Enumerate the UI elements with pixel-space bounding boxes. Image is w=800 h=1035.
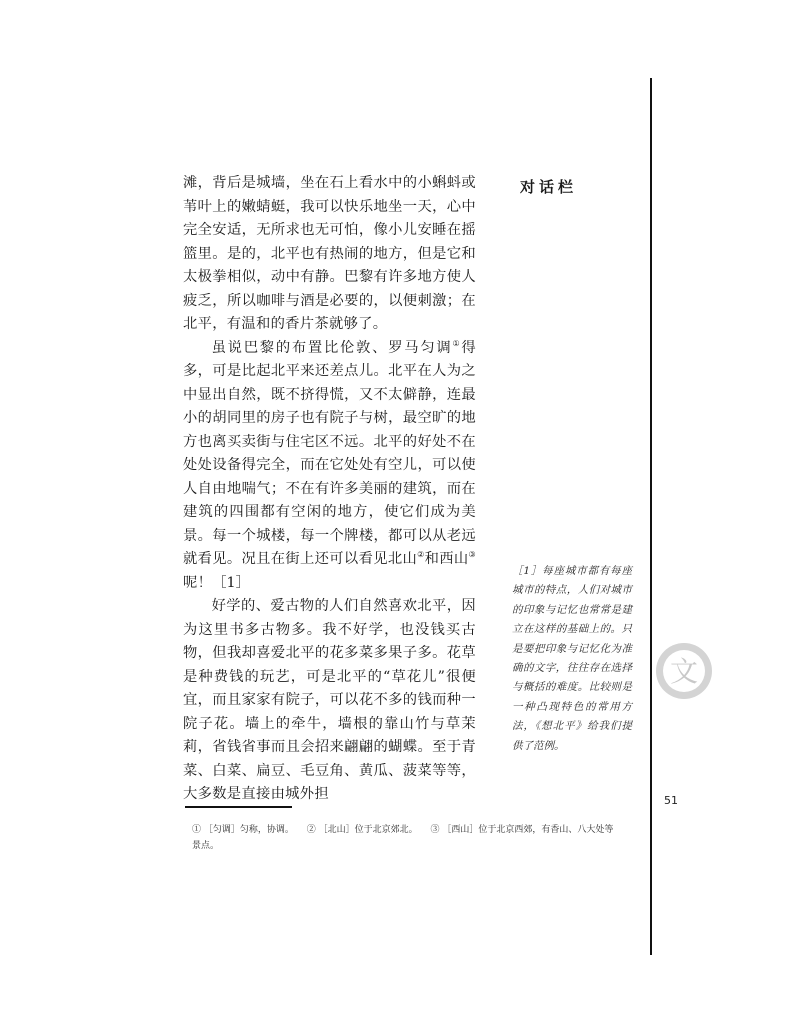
paragraph-2-part-a: 虽说巴黎的布置比伦敦、罗马匀调 xyxy=(211,339,453,356)
sidebar-title: 对话栏 xyxy=(520,178,578,196)
wen-logo-icon xyxy=(654,641,714,701)
footnote-2: ② ［北山］位于北京郊北。 xyxy=(306,825,418,835)
paragraph-2 xyxy=(183,337,476,596)
paragraph-2-part-b: 得多，可是比起北平来还差点儿。北平在人为之中显出自然，既不挤得慌，又不太僻静，连最小的胡同里的房子也有院子与树，最空旷的地方也离买卖街与住宅区不远。北平的好处不在处处设备得完全，而在它处处有空儿，可以使人自由地喘气；不在有许多美丽的建筑，而在建筑的四围都有空闲的地方，使它们成为美景。每一个城楼，每一个牌楼，都可以从老远就看见。况且在街上还可以看见北山 xyxy=(183,339,476,567)
logo-glyph: 文 xyxy=(669,655,699,688)
footnotes xyxy=(192,822,622,854)
paragraph-3: 好学的、爱古物的人们自然喜欢北平，因为这里书多古物多。我不好学，也没钱买古物，但我却喜爱北平的花多菜多果子多。花草是种费钱的玩艺，可是北平的“草花儿”很便宜，而且家家有院子，可以花不多的钱而种一院子花。墙上的牵牛，墙根的靠山竹与草茉莉，省钱省事而且会招来翩翩的蝴蝶。至于青菜、白菜、扁豆、毛豆角、黄瓜、菠菜等等，大多数是直接由城外担 xyxy=(183,598,476,802)
paragraph-2-part-d: 呢！ xyxy=(183,574,213,591)
sidebar-note-ref[interactable]: ［1］ xyxy=(212,574,250,591)
paragraph-1: 滩，背后是城墙，坐在石上看水中的小蝌蚪或苇叶上的嫩蜻蜓，我可以快乐地坐一天，心中完全安适，无所求也无可怕，像小儿安睡在摇篮里。是的，北平也有热闹的地方，但是它和太极拳相似，动中有静。巴黎有许多地方使人疲乏，所以咖啡与酒是必要的，以便刺激；在北平，有温和的香片茶就够了。 xyxy=(183,175,476,332)
footnote-ref-1[interactable]: ① xyxy=(452,338,462,348)
paragraph-2-part-c: 和西山 xyxy=(424,551,469,567)
footnote-ref-3[interactable]: ③ xyxy=(468,550,476,560)
footnote-3: ③ ［西山］位于北京西郊，有香山、八大处等景点。 xyxy=(192,825,614,851)
footnote-ref-2[interactable]: ② xyxy=(417,550,425,560)
sidebar-note: ［1］每座城市都有每座城市的特点，人们对城市的印象与记忆也常常是建立在这样的基础上的。只是要把印象与记忆化为准确的文字，往往存在选择与概括的难度。比较则是一种凸现特色的常用方法，《想北平》给我们提供了范例。 xyxy=(512,565,632,752)
page-number: 51 xyxy=(664,794,678,807)
footnote-rule xyxy=(185,806,292,808)
footnote-1: ① ［匀调］匀称，协调。 xyxy=(192,825,294,835)
margin-divider-line xyxy=(650,78,652,955)
main-text xyxy=(183,172,476,807)
